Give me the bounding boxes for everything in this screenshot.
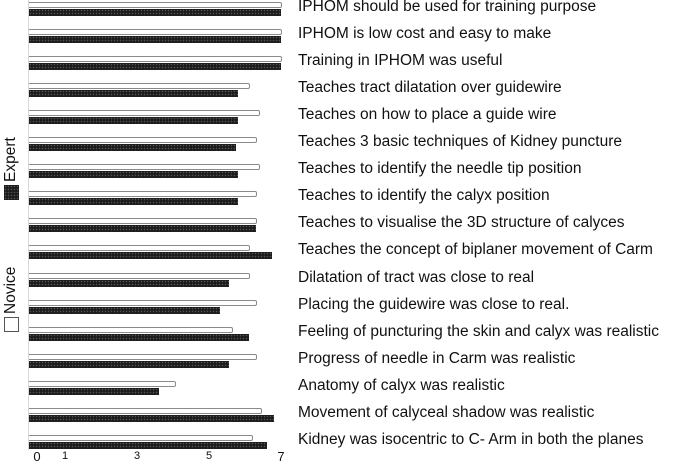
bar-expert	[29, 252, 272, 259]
category-label: Teaches on how to place a guide wire	[298, 106, 557, 124]
bar-novice	[29, 300, 257, 306]
bar-expert	[29, 225, 256, 232]
category-label: Teaches the concept of biplaner movement of Carm	[298, 241, 653, 259]
bar-novice	[29, 2, 282, 8]
category-label: IPHOM is low cost and easy to make	[298, 25, 552, 43]
bar-expert	[29, 63, 281, 70]
x-tick-label: 0	[33, 449, 41, 464]
x-tick-label: 5	[205, 450, 213, 462]
category-label: Movement of calyceal shadow was realistic	[298, 403, 595, 421]
bar-novice	[29, 56, 282, 62]
bar-novice	[29, 218, 257, 224]
bar-expert	[29, 388, 159, 395]
bar-novice	[29, 110, 260, 116]
bar-expert	[29, 117, 238, 124]
category-label: Kidney was isocentric to C- Arm in both the planes	[298, 430, 644, 448]
category-label: IPHOM should be used for training purpose	[298, 0, 597, 15]
bar-expert	[29, 90, 238, 97]
category-label: Progress of needle in Carm was realistic	[298, 349, 576, 367]
bar-expert	[29, 334, 249, 341]
bar-novice	[29, 435, 253, 441]
novice-swatch-icon	[4, 317, 19, 332]
bar-novice	[29, 408, 262, 414]
category-label: Feeling of puncturing the skin and calyx was realistic	[298, 322, 659, 340]
bar-novice	[29, 354, 257, 360]
bar-expert	[29, 144, 236, 151]
legend-label-novice: Novice	[2, 266, 19, 314]
x-tick-label: 7	[277, 449, 285, 464]
bar-expert	[29, 415, 274, 422]
bar-novice	[29, 273, 250, 279]
legend-item-expert	[2, 137, 20, 200]
bar-expert	[29, 442, 267, 449]
category-label: Placing the guidewire was close to real.	[298, 295, 570, 313]
legend-item-novice	[2, 267, 20, 332]
x-tick-label: 3	[133, 450, 141, 462]
bar-expert	[29, 361, 229, 368]
bar-expert	[29, 280, 229, 287]
bar-expert	[29, 307, 220, 314]
legend-label-expert: Expert	[2, 137, 19, 182]
bar-novice	[29, 327, 233, 333]
category-label: Teaches to identify the needle tip position	[298, 160, 582, 178]
bar-novice	[29, 137, 257, 143]
bar-novice	[29, 381, 176, 387]
bar-expert	[29, 198, 238, 205]
bar-novice	[29, 245, 250, 251]
bar-novice	[29, 191, 257, 197]
bar-novice	[29, 29, 282, 35]
category-label: Teaches to identify the calyx position	[298, 187, 550, 205]
bar-novice	[29, 83, 250, 89]
category-label: Teaches tract dilatation over guidewire	[298, 79, 562, 97]
expert-swatch-icon	[4, 185, 19, 200]
bar-expert	[29, 9, 281, 16]
category-label: Teaches to visualise the 3D structure of calyces	[298, 214, 625, 232]
bar-novice	[29, 164, 260, 170]
category-label: Dilatation of tract was close to real	[298, 268, 535, 286]
category-label: Teaches 3 basic techniques of Kidney puncture	[298, 133, 622, 151]
bar-expert	[29, 36, 281, 43]
chart-row	[0, 430, 685, 462]
x-tick-label: 1	[61, 450, 69, 462]
category-label: Training in IPHOM was useful	[298, 52, 503, 70]
bar-expert	[29, 171, 238, 178]
category-label: Anatomy of calyx was realistic	[298, 376, 505, 394]
